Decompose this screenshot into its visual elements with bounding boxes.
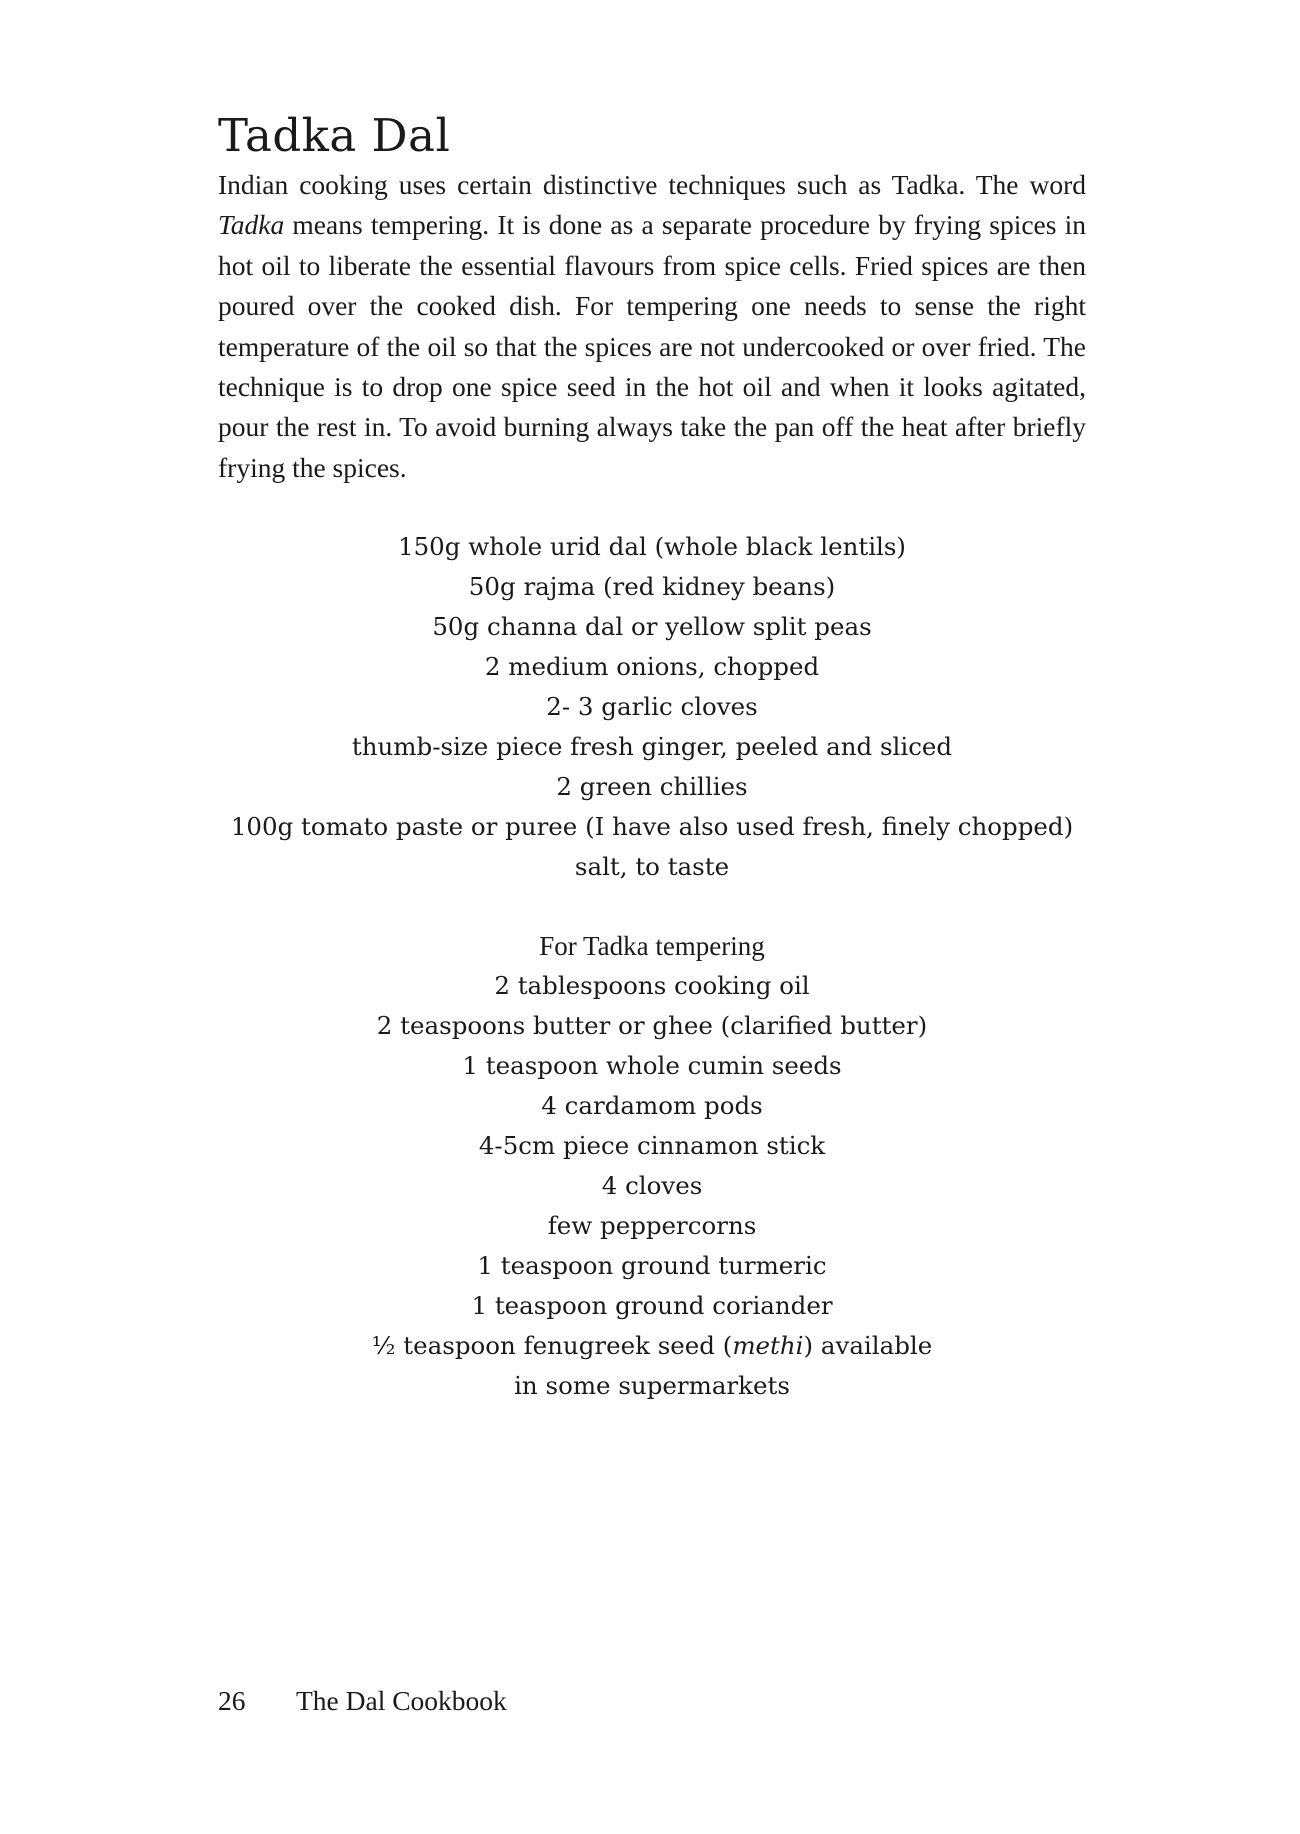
tadka-heading: For Tadka tempering	[539, 931, 765, 961]
book-title: The Dal Cookbook	[296, 1685, 507, 1716]
tadka-item-fenugreek-continued: in some supermarkets	[514, 1371, 790, 1400]
fenugreek-text-after: ) available	[803, 1331, 933, 1360]
tadka-ingredient-list	[218, 926, 1086, 1406]
page-number: 26	[218, 1685, 246, 1716]
ingredient-item: 50g channa dal or yellow split peas	[432, 612, 872, 641]
tadka-item: 4 cloves	[601, 1171, 703, 1200]
ingredient-item: 2- 3 garlic cloves	[546, 692, 758, 721]
fenugreek-text-before: ½ teaspoon fenugreek seed (	[371, 1331, 733, 1360]
ingredient-item: 50g rajma (red kidney beans)	[468, 572, 836, 601]
page-footer	[218, 1683, 507, 1719]
tadka-item: 1 teaspoon ground turmeric	[477, 1251, 827, 1280]
tadka-item: 1 teaspoon whole cumin seeds	[462, 1051, 842, 1080]
tadka-item: 2 teaspoons butter or ghee (clarified butter)	[376, 1011, 928, 1040]
ingredient-item: 150g whole urid dal (whole black lentils)	[398, 532, 906, 561]
intro-text-part1: Indian cooking uses certain distinctive techniques such as Tadka. The word	[218, 169, 1086, 200]
recipe-intro	[218, 165, 1086, 488]
tadka-item: 4 cardamom pods	[541, 1091, 763, 1120]
intro-tadka-italic: Tadka	[218, 209, 285, 241]
ingredient-item: 100g tomato paste or puree (I have also used fresh, finely chopped)	[230, 812, 1074, 841]
intro-text-part2: means tempering. It is done as a separate procedure by frying spices in hot oil to liberate the essential flavours from spice cells. Fried spices are then poured over the cooked dish. For tempering one needs to sense the right temperature of the oil so that the spices are not undercooked or over fried. The technique is to drop one spice seed in the hot oil and when it looks agitated, pour the rest in. To avoid burning always take the pan off the heat after briefly frying the spices.	[218, 209, 1086, 483]
tadka-item-fenugreek	[218, 1326, 1086, 1366]
ingredient-item: salt, to taste	[574, 852, 730, 881]
tadka-item: 1 teaspoon ground coriander	[471, 1291, 833, 1320]
tadka-item: 2 tablespoons cooking oil	[494, 971, 810, 1000]
ingredient-item: thumb-size piece fresh ginger, peeled and sliced	[351, 732, 953, 761]
tadka-item: 4-5cm piece cinnamon stick	[478, 1131, 826, 1160]
fenugreek-methi-italic: methi	[732, 1331, 804, 1360]
recipe-title: Tadka Dal	[218, 109, 451, 162]
tadka-item: few peppercorns	[547, 1211, 757, 1240]
ingredient-item: 2 green chillies	[556, 772, 748, 801]
ingredient-item: 2 medium onions, chopped	[484, 652, 820, 681]
ingredient-list	[218, 527, 1086, 887]
